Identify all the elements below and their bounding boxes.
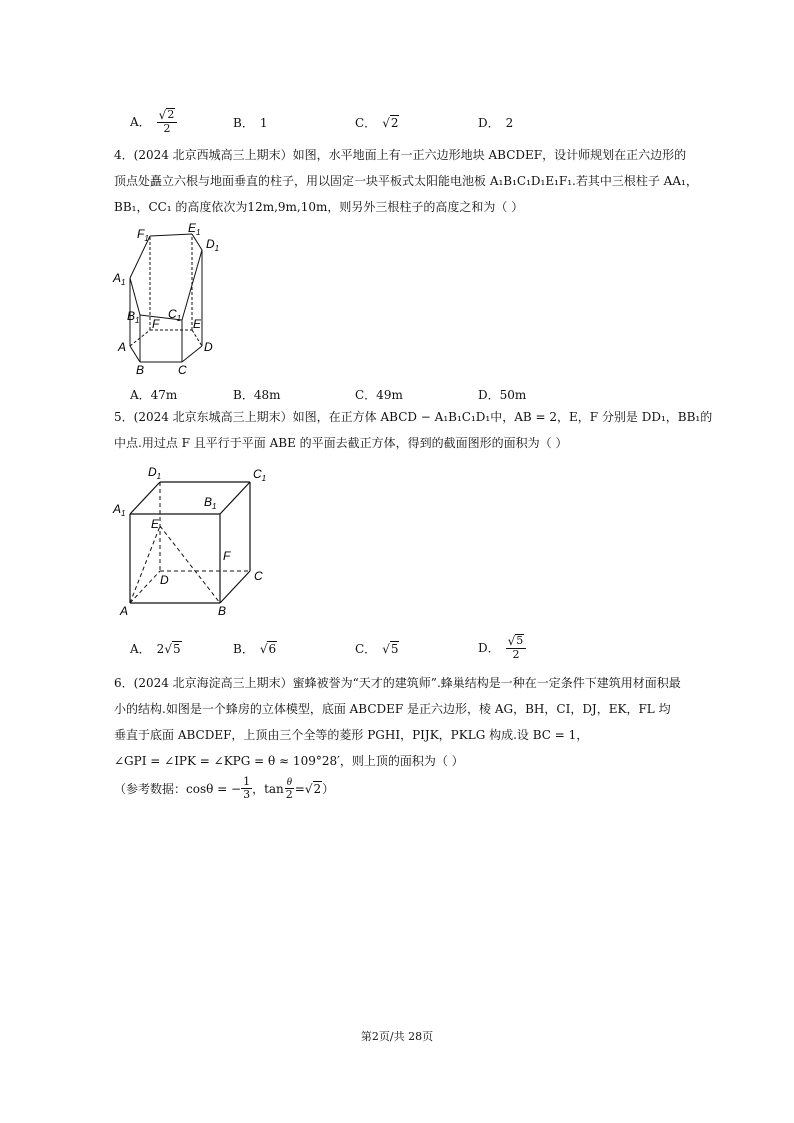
label-A1: $A_1$ [113,502,126,518]
edge-A1D1 [130,482,160,514]
label-C1: $C_1$ [253,467,267,483]
q5-option-d: D． √ 5 2 [478,634,526,661]
q3-options [0,108,794,134]
q3-option-d-value: 2 [505,115,514,130]
q6-line-3: 垂直于底面 ABCDEF，上顶由三个全等的菱形 PGHI，PIJK，PKLG 构成.设 BC = 1， [114,728,589,742]
label-C: C [254,569,263,583]
label-B1: $B_1$ [127,309,140,325]
q6-line-4: ∠GPI = ∠IPK = ∠KPG = θ ≈ 109°28′，则上顶的面积为（ ） [114,754,464,768]
label-C1: $C_1$ [168,307,182,323]
q5-option-b: B． √ 6 [233,642,277,656]
label-B: B [218,604,227,618]
q4-option-c: C．49m [355,388,403,402]
edge-AB [130,346,140,362]
q3-option-b [233,114,267,131]
label-D: D [204,340,213,354]
label-B1: $B_1$ [204,495,217,511]
q4-figure-hexagonal-prism [110,220,230,380]
label-E: E [193,317,202,331]
q3-option-d-letter: D． [478,116,500,130]
label-D1: $D_1$ [206,237,220,253]
q3-option-b-letter: B． [233,116,254,130]
q4-line-3: BB₁，CC₁ 的高度依次为12m,9m,10m，则另外三根柱子的高度之和为（ ） [114,200,524,214]
label-B: B [136,363,145,377]
label-F: F [223,549,231,563]
q3-option-b-value: 1 [259,115,268,130]
q6-line-2: 小的结构.如图是一个蜂房的立体模型，底面 ABCDEF 是正六边形，棱 AG，BH，CI，DJ，EK，FL 均 [114,702,671,716]
q3-option-d [478,114,513,131]
edge-B1C1 [220,482,250,514]
q5-line-2: 中点.用过点 F 且平行于平面 ABE 的平面去截正方体，得到的截面图形的面积为（ ） [114,436,568,450]
q3-option-c-value: √ 2 [382,116,399,130]
q5-figure-cube [110,458,280,618]
q5-options [0,636,794,662]
edge-EB [160,526,220,603]
label-F: F [152,317,160,331]
q5-line-1: 5．(2024 北京东城高三上期末）如图，在正方体 ABCD − A₁B₁C₁D₁中，AB = 2，E，F 分别是 DD₁，BB₁的 [114,410,713,424]
q5-option-c: C． √ 5 [355,642,399,656]
q3-option-a-letter: A． [130,115,151,129]
label-E: E [151,517,160,531]
q3-option-a-value: √ 2 2 [157,108,178,135]
label-C: C [178,363,187,377]
page-footer: 第2页/共 28页 [360,1030,434,1043]
q4-line-1: 4．(2024 北京西城高三上期末）如图，水平地面上有一正六边形地块 ABCDEF，设计师规划在正六边形的 [114,148,687,162]
label-E1: $E_1$ [188,221,201,237]
q6-reference-data: （参考数据：cosθ = − $\frac{1}{3}$ ，tan $\frac{\theta}{2}$ = √ 2 ） [114,775,335,801]
label-F1: $F_1$ [137,227,149,243]
edge-BC [220,571,250,603]
q4-option-d: D．50m [478,388,527,402]
q4-option-a: A．47m [130,388,178,402]
label-A: A [120,604,129,618]
q6-line-1: 6．(2024 北京海淀高三上期末）蜜蜂被誉为“天才的建筑师”.蜂巢结构是一种在一定条件下建筑用材面积最 [114,676,681,690]
label-D1: $D_1$ [148,465,162,481]
edge-CD [182,346,202,362]
q3-option-c-letter: C． [355,116,377,130]
q4-line-2: 顶点处矗立六根与地面垂直的柱子，用以固定一块平板式太阳能电池板 A₁B₁C₁D₁E₁F₁.若其中三根柱子 AA₁， [114,174,698,188]
label-A: A [118,340,127,354]
q3-option-c [355,114,399,131]
q4-option-b: B．48m [233,388,281,402]
label-A1: $A_1$ [113,271,126,287]
edge-ED [192,330,202,346]
label-D: D [160,573,169,587]
edge-AD [130,571,160,603]
q3-option-a [130,108,177,135]
edge-AE [130,526,160,603]
q5-option-a: A． 2 √ 5 [130,642,181,656]
edge-E1F1 [150,234,192,236]
q4-options [0,386,794,412]
